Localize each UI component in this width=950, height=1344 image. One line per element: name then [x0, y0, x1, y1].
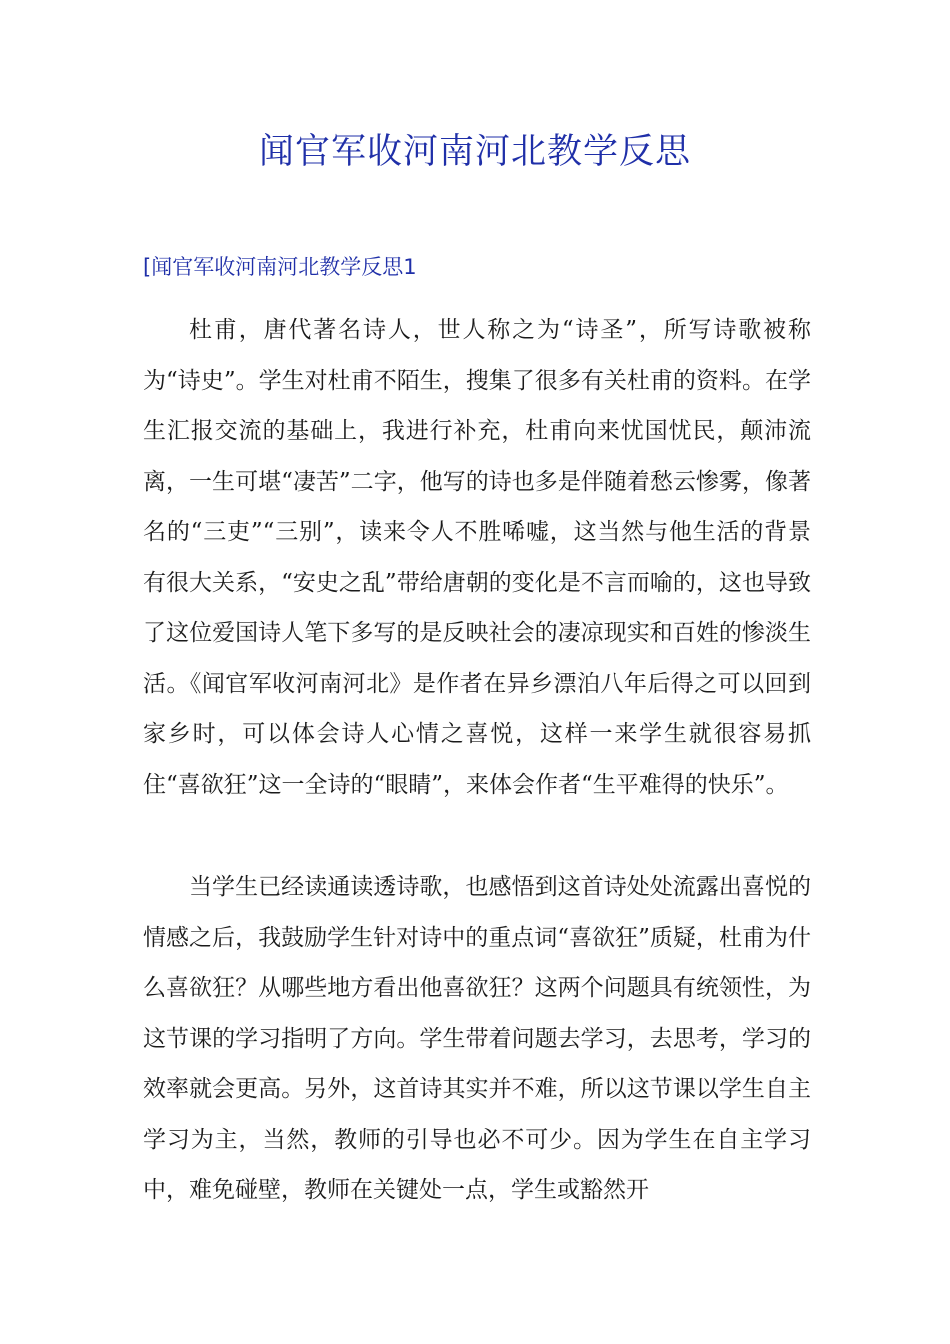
document-title: 闻官军收河南河北教学反思 [258, 132, 691, 172]
paragraph-1: 杜甫，唐代著名诗人，世人称之为“诗圣”，所写诗歌被称为“诗史”。学生对杜甫不陌生，搜集了很多有关杜甫的资料。在学生汇报交流的基础上，我进行补充，杜甫向来忧国忧民，颠沛流离，一生可堪“凄苦”二字，他写的诗也多是伴随着愁云惨雾，像著名的“三吏”“三别”，读来令人不胜唏嘘，这当然与他生活的背景有很大关系，“安史之乱”带给唐朝的变化是不言而喻的，这也导致了这位爱国诗人笔下多写的是反映社会的凄凉现实和百姓的惨淡生活。《闻官军收河南河北》是作者在异乡漂泊八年后得之可以回到家乡时，可以体会诗人心情之喜悦，这样一来学生就很容易抓住“喜欲狂”这一全诗的“眼睛”，来体会作者“生平难得的快乐”。 [143, 317, 811, 798]
section-heading: [闻官军收河南河北教学反思1 [143, 255, 417, 279]
paragraph-2: 当学生已经读通读透诗歌，也感悟到这首诗处处流露出喜悦的情感之后，我鼓励学生针对诗中的重点词“喜欲狂”质疑，杜甫为什么喜欲狂？从哪些地方看出他喜欲狂？这两个问题具有统领性，为这节课的学习指明了方向。学生带着问题去学习，去思考，学习的效率就会更高。另外，这首诗其实并不难，所以这节课以学生自主学习为主，当然，教师的引导也必不可少。因为学生在自主学习中，难免碰壁，教师在关键处一点，学生或豁然开 [143, 874, 811, 1203]
